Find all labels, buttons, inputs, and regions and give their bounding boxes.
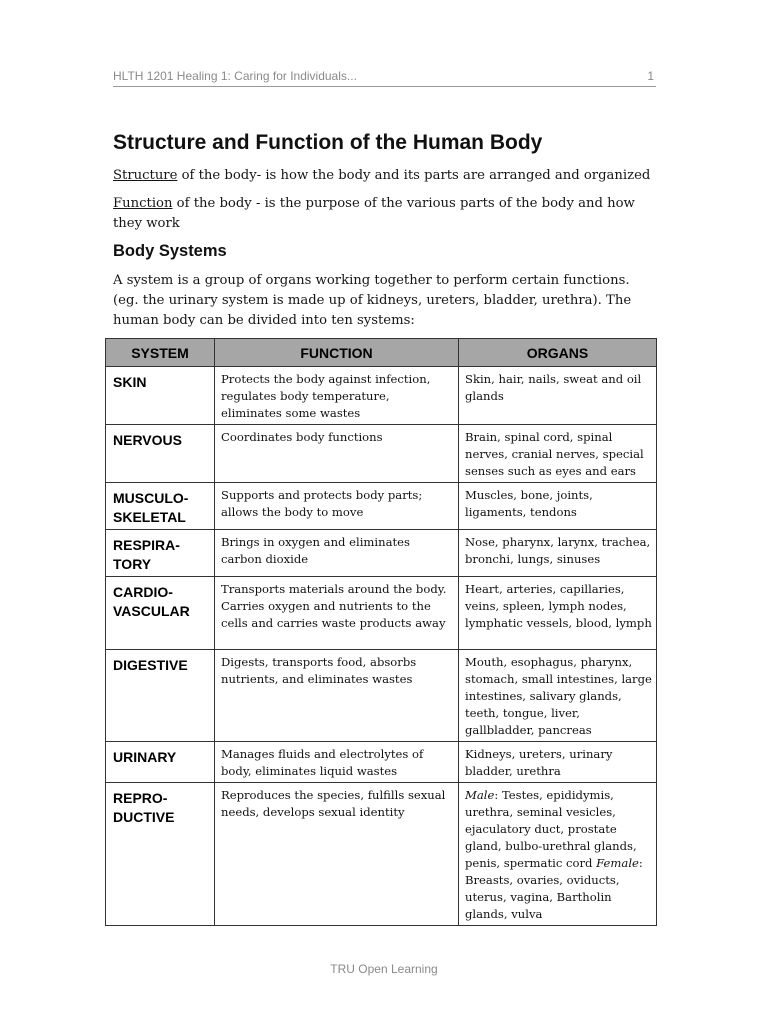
- system-function: Supports and protects body parts; allows the body to move: [215, 483, 459, 530]
- system-organs: Nose, pharynx, larynx, trachea, bronchi, lungs, sinuses: [459, 530, 657, 577]
- page-header: [113, 68, 656, 87]
- system-function: Brings in oxygen and eliminates carbon dioxide: [215, 530, 459, 577]
- system-name: NERVOUS: [106, 425, 215, 483]
- system-organs: Muscles, bone, joints, ligaments, tendons: [459, 483, 657, 530]
- system-organs: [459, 783, 657, 926]
- body-systems-table: [105, 338, 657, 926]
- system-function: Reproduces the species, fulfills sexual needs, develops sexual identity: [215, 783, 459, 926]
- system-function: Manages fluids and electrolytes of body, eliminates liquid wastes: [215, 742, 459, 783]
- column-header-organs: ORGANS: [459, 339, 657, 367]
- intro-paragraph: A system is a group of organs working together to perform certain functions. (eg. the urinary system is made up of kidneys, ureters, bladder, urethra). The human body can be divided into ten systems:: [113, 273, 632, 328]
- system-function: Protects the body against infection, regulates body temperature, eliminates some wastes: [215, 367, 459, 425]
- column-header-system: SYSTEM: [106, 339, 215, 367]
- male-organs: : Testes, epididymis, urethra, seminal vesicles, ejaculatory duct, prostate gland, bulbo-urethral glands, penis, spermatic cord: [465, 788, 637, 870]
- table-row: [106, 577, 657, 650]
- system-name: DIGESTIVE: [106, 650, 215, 742]
- system-name: URINARY: [106, 742, 215, 783]
- page-number: 1: [647, 69, 654, 83]
- function-definition: [113, 194, 658, 234]
- table-header-row: [106, 339, 657, 367]
- function-term: Function: [113, 196, 173, 211]
- table-row: [106, 530, 657, 577]
- table-row: [106, 742, 657, 783]
- system-name: REPRO-DUCTIVE: [106, 783, 215, 926]
- header-title: HLTH 1201 Healing 1: Caring for Individuals...: [113, 69, 357, 83]
- structure-text: of the body- is how the body and its parts are arranged and organized: [177, 168, 651, 183]
- section-heading: Body Systems: [113, 242, 227, 260]
- column-header-function: FUNCTION: [215, 339, 459, 367]
- system-organs: Kidneys, ureters, urinary bladder, urethra: [459, 742, 657, 783]
- table-row: [106, 425, 657, 483]
- page-title: Structure and Function of the Human Body: [113, 131, 543, 154]
- system-name: RESPIRA-TORY: [106, 530, 215, 577]
- system-organs: Heart, arteries, capillaries, veins, spleen, lymph nodes, lymphatic vessels, blood, lymph: [459, 577, 657, 650]
- system-name: SKIN: [106, 367, 215, 425]
- table-row: [106, 783, 657, 926]
- system-function: Digests, transports food, absorbs nutrients, and eliminates wastes: [215, 650, 459, 742]
- table-row: [106, 367, 657, 425]
- system-organs: Skin, hair, nails, sweat and oil glands: [459, 367, 657, 425]
- female-label: Female: [596, 856, 639, 870]
- male-label: Male: [465, 788, 495, 802]
- female-organs: : Breasts, ovaries, oviducts, uterus, vagina, Bartholin glands, vulva: [465, 856, 643, 921]
- page-footer: TRU Open Learning: [330, 962, 438, 976]
- function-text: of the body - is the purpose of the various parts of the body and how they work: [113, 196, 635, 231]
- table-row: [106, 650, 657, 742]
- structure-definition: [113, 166, 658, 186]
- system-function: Coordinates body functions: [215, 425, 459, 483]
- system-function: Transports materials around the body. Carries oxygen and nutrients to the cells and carries waste products away: [215, 577, 459, 650]
- system-name: MUSCULO-SKELETAL: [106, 483, 215, 530]
- system-name: CARDIO-VASCULAR: [106, 577, 215, 650]
- system-organs: Brain, spinal cord, spinal nerves, cranial nerves, special senses such as eyes and ears: [459, 425, 657, 483]
- table-row: [106, 483, 657, 530]
- system-organs: Mouth, esophagus, pharynx, stomach, small intestines, large intestines, salivary glands, teeth, tongue, liver, gallbladder, pancreas: [459, 650, 657, 742]
- structure-term: Structure: [113, 168, 178, 183]
